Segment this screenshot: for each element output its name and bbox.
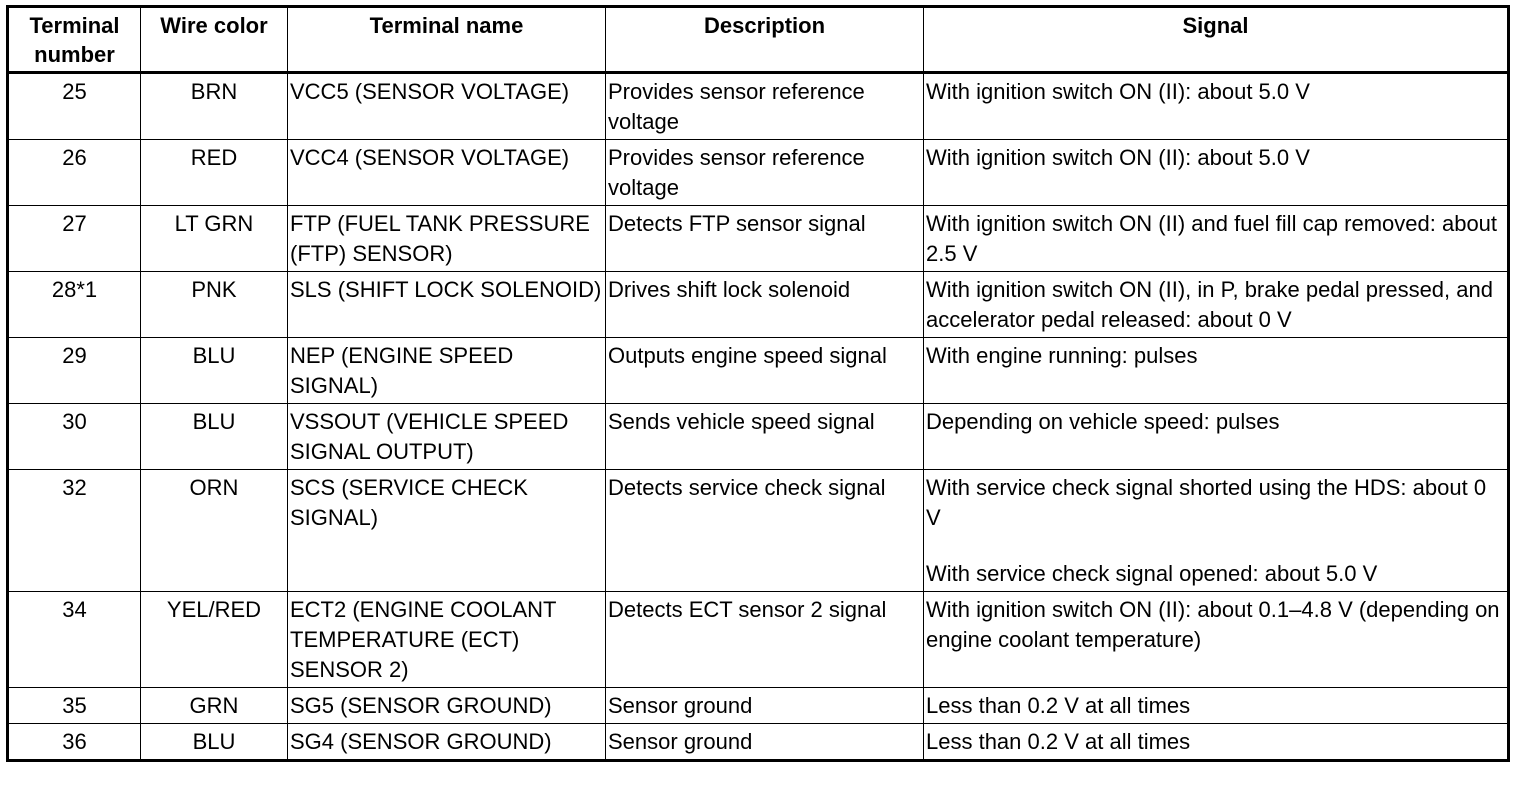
cell-terminal-number: 29 xyxy=(8,338,141,404)
cell-terminal-number: 26 xyxy=(8,140,141,206)
cell-terminal-name: VCC4 (SENSOR VOLTAGE) xyxy=(288,140,606,206)
cell-signal xyxy=(924,140,1509,206)
header-terminal-name: Terminal name xyxy=(288,7,606,73)
header-row xyxy=(8,7,1509,73)
table-header xyxy=(8,7,1509,73)
cell-signal xyxy=(924,404,1509,470)
cell-terminal-number: 27 xyxy=(8,206,141,272)
cell-terminal-name: NEP (ENGINE SPEED SIGNAL) xyxy=(288,338,606,404)
signal-text: With ignition switch ON (II): about 5.0 V xyxy=(926,79,1310,104)
cell-signal xyxy=(924,338,1509,404)
signal-text: With ignition switch ON (II) and fuel fill cap removed: about 2.5 V xyxy=(926,211,1498,266)
cell-wire-color: PNK xyxy=(141,272,288,338)
cell-signal xyxy=(924,470,1509,592)
header-signal: Signal xyxy=(924,7,1509,73)
terminal-table xyxy=(6,5,1510,762)
header-wire-color: Wire color xyxy=(141,7,288,73)
cell-terminal-number: 34 xyxy=(8,592,141,688)
cell-terminal-name: FTP (FUEL TANK PRESSURE (FTP) SENSOR) xyxy=(288,206,606,272)
table-row xyxy=(8,272,1509,338)
cell-description: Outputs engine speed signal xyxy=(606,338,924,404)
cell-signal xyxy=(924,206,1509,272)
cell-description: Provides sensor reference voltage xyxy=(606,73,924,140)
signal-text: With ignition switch ON (II): about 0.1–4.8 V (depending on engine coolant temperature) xyxy=(926,597,1500,652)
cell-description: Drives shift lock solenoid xyxy=(606,272,924,338)
cell-wire-color: RED xyxy=(141,140,288,206)
table-row xyxy=(8,688,1509,724)
cell-description: Sends vehicle speed signal xyxy=(606,404,924,470)
header-terminal-number: Terminal number xyxy=(8,7,141,73)
signal-text: Depending on vehicle speed: pulses xyxy=(926,409,1280,434)
signal-text: With ignition switch ON (II), in P, brake pedal pressed, and accelerator pedal released: about 0 V xyxy=(926,277,1493,332)
table-body xyxy=(8,73,1509,761)
cell-signal xyxy=(924,724,1509,761)
cell-description: Sensor ground xyxy=(606,688,924,724)
cell-terminal-name: ECT2 (ENGINE COOLANT TEMPERATURE (ECT) SENSOR 2) xyxy=(288,592,606,688)
cell-wire-color: BLU xyxy=(141,338,288,404)
cell-terminal-number: 30 xyxy=(8,404,141,470)
cell-signal xyxy=(924,688,1509,724)
cell-terminal-name: SG5 (SENSOR GROUND) xyxy=(288,688,606,724)
cell-signal xyxy=(924,272,1509,338)
cell-description: Detects service check signal xyxy=(606,470,924,592)
cell-description: Provides sensor reference voltage xyxy=(606,140,924,206)
table-row xyxy=(8,592,1509,688)
signal-text: With service check signal opened: about 5.0 V xyxy=(926,561,1378,586)
cell-wire-color: BLU xyxy=(141,404,288,470)
table-row xyxy=(8,724,1509,761)
cell-signal xyxy=(924,592,1509,688)
cell-description: Detects ECT sensor 2 signal xyxy=(606,592,924,688)
cell-description: Detects FTP sensor signal xyxy=(606,206,924,272)
signal-text: Less than 0.2 V at all times xyxy=(926,693,1191,718)
table-row xyxy=(8,73,1509,140)
cell-terminal-name: VSSOUT (VEHICLE SPEED SIGNAL OUTPUT) xyxy=(288,404,606,470)
table-row xyxy=(8,140,1509,206)
table-row xyxy=(8,470,1509,592)
signal-text: Less than 0.2 V at all times xyxy=(926,729,1191,754)
table-row xyxy=(8,338,1509,404)
cell-terminal-number: 32 xyxy=(8,470,141,592)
cell-wire-color: YEL/RED xyxy=(141,592,288,688)
header-description: Description xyxy=(606,7,924,73)
signal-text: With service check signal shorted using the HDS: about 0 V xyxy=(926,475,1487,530)
table-row xyxy=(8,404,1509,470)
cell-wire-color: ORN xyxy=(141,470,288,592)
signal-text: With engine running: pulses xyxy=(926,343,1198,368)
cell-terminal-number: 25 xyxy=(8,73,141,140)
cell-wire-color: BRN xyxy=(141,73,288,140)
table-row xyxy=(8,206,1509,272)
cell-signal xyxy=(924,73,1509,140)
cell-wire-color: GRN xyxy=(141,688,288,724)
cell-wire-color: LT GRN xyxy=(141,206,288,272)
cell-description: Sensor ground xyxy=(606,724,924,761)
cell-terminal-name: VCC5 (SENSOR VOLTAGE) xyxy=(288,73,606,140)
signal-text: With ignition switch ON (II): about 5.0 V xyxy=(926,145,1310,170)
cell-terminal-number: 28*1 xyxy=(8,272,141,338)
cell-terminal-name: SCS (SERVICE CHECK SIGNAL) xyxy=(288,470,606,592)
cell-terminal-name: SLS (SHIFT LOCK SOLENOID) xyxy=(288,272,606,338)
cell-wire-color: BLU xyxy=(141,724,288,761)
cell-terminal-number: 36 xyxy=(8,724,141,761)
cell-terminal-name: SG4 (SENSOR GROUND) xyxy=(288,724,606,761)
cell-terminal-number: 35 xyxy=(8,688,141,724)
